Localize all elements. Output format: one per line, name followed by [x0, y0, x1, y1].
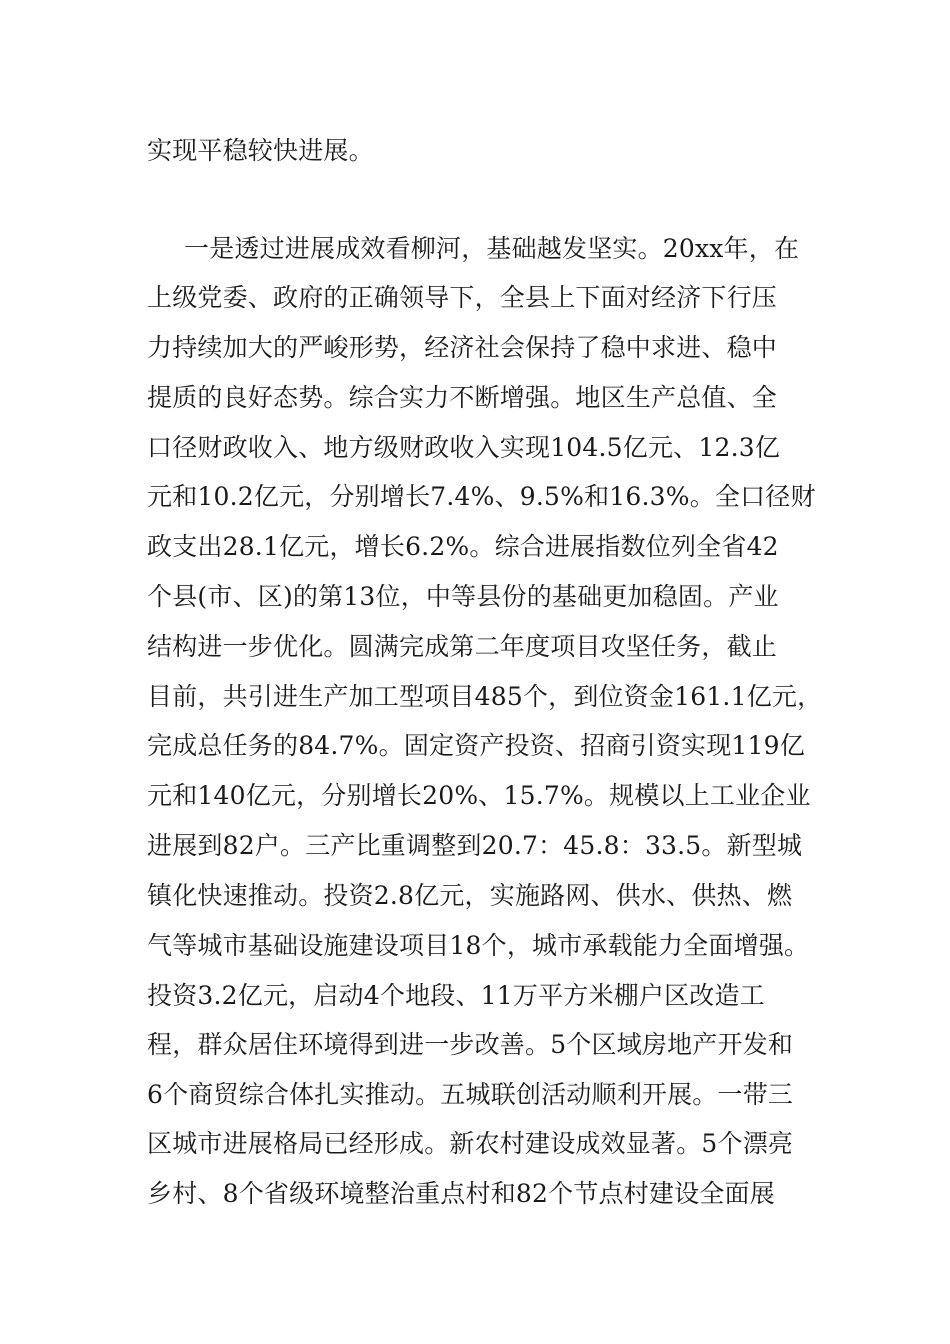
text-line: 区城市进展格局已经形成。新农村建设成效显著。5个漂亮 [147, 1129, 794, 1158]
text-line: 镇化快速推动。投资2.8亿元，实施路网、供水、供热、燃 [147, 881, 793, 910]
text-line: 上级党委、政府的正确领导下，全县上下面对经济下行压 [147, 283, 778, 312]
text-line: 政支出28.1亿元，增长6.2%。综合进展指数位列全省42 [147, 532, 779, 561]
text-line: 进展到82户。三产比重调整到20.7：45.8：33.5。新型城 [147, 831, 803, 860]
text-line: 6个商贸综合体扎实推动。五城联创活动顺利开展。一带三 [147, 1080, 794, 1109]
text-line: 实现平稳较快进展。 [147, 136, 374, 165]
text-line: 提质的良好态势。综合实力不断增强。地区生产总值、全 [147, 383, 778, 412]
text-line: 元和10.2亿元，分别增长7.4%、9.5%和16.3%。全口径财 [147, 482, 816, 511]
text-line: 口径财政收入、地方级财政收入实现104.5亿元、12.3亿 [147, 433, 781, 462]
text-line: 乡村、8个省级环境整治重点村和82个节点村建设全面展 [147, 1179, 775, 1208]
text-line: 投资3.2亿元，启动4个地段、11万平方米棚户区改造工 [147, 981, 765, 1010]
paragraph-first-line: 一是透过进展成效看柳河，基础越发坚实。20xx年，在 [184, 234, 800, 263]
text-line: 目前，共引进生产加工型项目485个，到位资金161.1亿元， [147, 682, 823, 711]
text-line: 气等城市基础设施建设项目18个，城市承载能力全面增强。 [147, 931, 810, 960]
text-line: 力持续加大的严峻形势，经济社会保持了稳中求进、稳中 [147, 333, 778, 362]
text-line: 个县(市、区)的第13位，中等县份的基础更加稳固。产业 [147, 582, 779, 611]
text-line: 元和140亿元，分别增长20%、15.7%。规模以上工业企业 [147, 781, 811, 810]
text-line: 程，群众居住环境得到进一步改善。5个区域房地产开发和 [147, 1030, 794, 1059]
text-line: 结构进一步优化。圆满完成第二年度项目攻坚任务，截止 [147, 632, 778, 661]
text-line: 完成总任务的84.7%。固定资产投资、招商引资实现119亿 [147, 731, 805, 760]
